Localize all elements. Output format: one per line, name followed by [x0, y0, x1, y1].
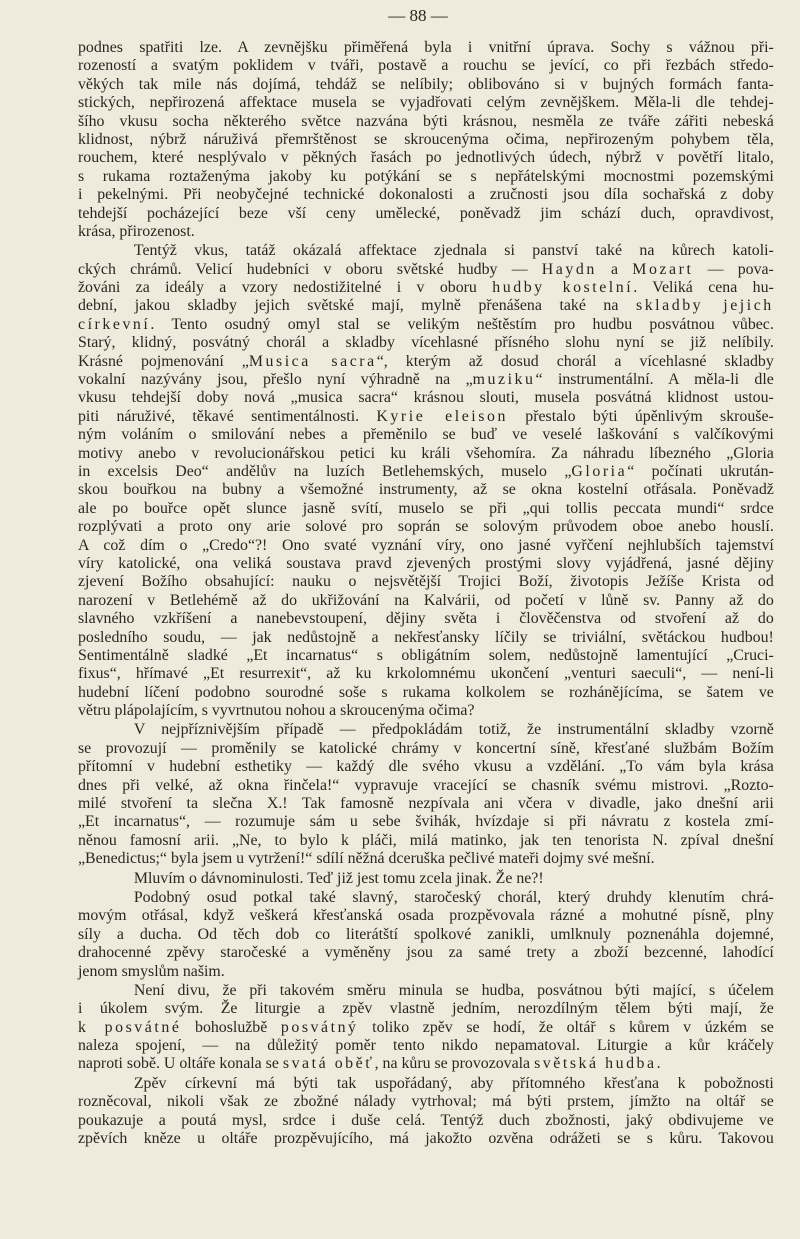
text-run: dební, jakou skladby jejich světské mají, mylně přenášena také na — [78, 296, 636, 315]
text-line — [78, 739, 774, 757]
text-run: přítomní v hudební esthetiky — každý dle svého vkusu a vzdělání. „To vám byla krása — [78, 757, 774, 776]
text-run: Krásné pojmenování „ — [78, 351, 249, 370]
text-line — [78, 333, 774, 351]
paragraph — [78, 888, 788, 980]
text-run: Sentimentálně sladké „Et incarnatus“ s obligátním solem, nedůstojně lamentující „Cruci- — [78, 645, 774, 664]
text-run: “, kterým až dosud chorál a vícehlasné skladby — [376, 351, 774, 370]
text-run: . — [656, 1054, 661, 1073]
text-run: s rukama roztaženýma jakoby ku potýkání se s nepřátelskými mocnostmi pozemskými — [78, 166, 774, 185]
text-line — [78, 352, 774, 370]
text-run: Starý, klidný, posvátný chorál a skladby vícehlasné přísného slohu nyní se již nelíbily. — [78, 333, 774, 352]
text-line — [78, 962, 774, 980]
text-line — [78, 222, 774, 240]
paragraph — [78, 720, 788, 867]
text-line — [78, 999, 774, 1017]
text-line — [78, 609, 774, 627]
text-run: narození v Betlehémě až do ukřižování na Kalvárii, od početí v lůně sv. Panny až do — [78, 590, 774, 609]
spaced-emphasis: světská hudba — [534, 1054, 657, 1073]
text-run: toliko zpěv se hodí, že oltář s kůrem v úzkém se — [358, 1017, 774, 1036]
text-line — [78, 1129, 774, 1147]
text-line — [78, 888, 774, 906]
text-run: zjevení Božího obsahující: nauku o nejsvětější Trojici Boží, životopis Ježíše Krista od — [78, 572, 774, 591]
text-run: i pekelnými. Při neobyčejné technické dokonalosti a zručnosti jsou díla sochařská z doby — [78, 185, 774, 204]
text-line — [78, 849, 774, 867]
text-run: naproti sobě. U oltáře konala se — [78, 1054, 283, 1073]
text-line — [78, 241, 774, 259]
text-run: ale po bouřce opět slunce jasně svítí, muselo se při „qui tollis peccata mundi“ srdce — [78, 498, 774, 517]
text-line — [78, 462, 774, 480]
text-line — [78, 1092, 774, 1110]
text-line — [78, 1036, 774, 1054]
page-body — [78, 38, 788, 1148]
text-line — [78, 315, 774, 333]
spaced-emphasis: Kyrie eleison — [376, 406, 508, 425]
text-run: tehdejší pocházející beze vší ceny umělecké, poněvadž jim schází duch, opravdivost, — [78, 203, 774, 222]
text-line — [78, 407, 774, 425]
text-run: slavného vzkříšení a nanebevstoupení, dějiny světa i člověčenstva od stvoření až do — [78, 609, 774, 628]
text-line — [78, 776, 774, 794]
text-run: posledního soudu, — jak nedůstojně a nekřesťansky líčily se triviální, světáckou hudbou! — [78, 627, 774, 646]
spaced-emphasis: muziku — [472, 370, 536, 389]
text-run: ckých chrámů. Velicí hudebníci v oboru světské hudby — — [78, 259, 542, 278]
text-run: movým otřásal, když veškerá křesťanská osada prozpěvovala rázné a mohutné písně, plny — [78, 906, 774, 925]
text-run: stických, nepřirozená affektace musela se vyjadřovati celým zevnějškem. Měla-li dle tehdej- — [78, 93, 774, 112]
text-run: bohoslužbě — [181, 1017, 281, 1036]
paragraph — [78, 38, 788, 240]
text-line — [78, 148, 774, 166]
text-run: poukazuje a poutá mysl, srdce i duše celá. Tentýž duch zbožnosti, jaký obdivujeme ve — [78, 1110, 774, 1129]
text-run: krása, přirozenost. — [78, 221, 195, 240]
text-run: přestalo býti úpěnlivým skrouše- — [507, 406, 774, 425]
paragraph — [78, 981, 788, 1073]
text-run: . Veliká cena hu- — [633, 278, 774, 297]
text-run: “ počínati ukrután- — [627, 461, 774, 480]
text-line — [78, 56, 774, 74]
text-line — [78, 1054, 774, 1072]
text-run: větru plápolajícím, s vyvrtnutou nohou a skroucenýma očima? — [78, 701, 475, 720]
text-run: rouchem, které nesplývalo v pěkných řasách po jednotlivých údech, nýbrž v povětří litalo, — [78, 148, 774, 167]
text-run: “ instrumentální. A měla-li dle — [535, 370, 774, 389]
paragraph — [78, 1074, 788, 1148]
text-run: vkusu tehdejší doby nová „musica sacra“ krásnou slouti, musela posvátná klidnost ustou- — [78, 388, 774, 407]
text-line — [78, 38, 774, 56]
text-run: naleza spojení, — na důležitý poměr tento nikdo nepamatoval. Liturgie a kůr kráčely — [78, 1036, 774, 1055]
text-line — [78, 1018, 774, 1036]
spaced-emphasis: skladby jejich — [635, 296, 774, 315]
text-line — [78, 664, 774, 682]
text-line — [78, 628, 774, 646]
text-run: „Et incarnatus“, — rozumuje sám u sebe švihák, hvízdaje si při návratu z kostela zmí- — [78, 812, 774, 831]
page-number: — 88 — — [388, 6, 448, 25]
text-line — [78, 943, 774, 961]
text-run: . Tento osudný omyl stal se velikým neštěstím pro hudbu posvátnou vůbec. — [150, 314, 774, 333]
text-run: milé stvoření ta slečna X.! Tak famosně nezpívala ani včera v divadle, jako dnešní arii — [78, 794, 774, 813]
text-line — [78, 93, 774, 111]
text-run: žováni za ideály a vzory nedostižitelné i v oboru — [78, 278, 493, 297]
text-line — [78, 831, 774, 849]
text-line — [78, 278, 774, 296]
text-line — [78, 646, 774, 664]
text-line — [78, 260, 774, 278]
text-run: Podobný osud potkal také slavný, staročeský chorál, který druhdy klenutím chrá- — [133, 887, 774, 906]
text-run: motivy anebo v revolucionářskou petici ku králi všehomíra. Za náhradu líbezného „Gloria — [78, 443, 774, 462]
text-run: hudební líčení podobno sourodné soše s rukama kolkolem se rozhánějícíma, se šatem ve — [78, 682, 774, 701]
text-run: Není divu, že při takovém směru minula se hudba, posvátnou býti mající, s účelem — [133, 980, 774, 999]
text-line — [78, 517, 774, 535]
text-run: — pova- — [693, 259, 774, 278]
text-run: víry katolické, ona veliká soustava pravd zjevených prostými slovy vyjádřená, jasné dějiny — [78, 553, 774, 572]
text-run: fixus“, hřímavé „Et resurrexit“, až ku krkolomnému ukončení „venturi saeculi“, — není-li — [78, 664, 774, 683]
text-run: vokalní nazývány jsou, přešlo nyní výhradně na „ — [78, 370, 473, 389]
text-run: , na kůru se provozovala — [374, 1054, 535, 1073]
text-run: ným voláním o smilování nebes a přeměnilo se buď ve veselé laškování s valčíkovými — [78, 425, 774, 444]
text-run: rozplývati a proto ony arie solové pro soprán se solovým průvodem oboe anebo houslí. — [78, 517, 774, 536]
text-run: V nejpříznivějším případě — předpokládám totiž, že instrumentální skladby vzorně — [133, 720, 774, 739]
text-run: skou bouřkou na bubny a všemožné instrumenty, až se okna kostelní otřásala. Poněvadž — [78, 480, 774, 499]
text-line — [78, 425, 774, 443]
paragraph — [78, 869, 788, 887]
text-line — [78, 812, 774, 830]
text-run: věkých tak mile nás dojímá, tehdáž se nelíbily; oblibováno si v bujných formách fanta- — [78, 74, 774, 93]
text-run: se provozují — proměnily se katolické chrámy v koncertní síně, křesťané službám Božím — [78, 738, 774, 757]
text-line — [78, 554, 774, 572]
spaced-emphasis: Gloria — [571, 461, 628, 480]
text-run: in excelsis Deo“ andělův na luzích Betlehemských, muselo „ — [78, 461, 572, 480]
text-run: Mluvím o dávnominulosti. Teď již jest tomu zcela jinak. Že ne?! — [133, 868, 544, 887]
text-run: rozněcoval, nikoli však ze zbožné nálady vytrhoval; má býti prstem, jímžto na oltář se — [78, 1092, 774, 1111]
spaced-emphasis: Mozart — [632, 259, 694, 278]
text-line — [78, 572, 774, 590]
text-run: dnes při velké, až okna řinčela!“ vypravuje vracející se chasník svému mistrovi. „Rozto- — [78, 775, 774, 794]
text-line — [78, 869, 774, 887]
spaced-emphasis: k posvátné — [78, 1017, 182, 1036]
spaced-emphasis: svatá oběť — [282, 1054, 375, 1073]
text-run: podnes spatřiti lze. A zevnějšku přiměřená byla i vnitřní úprava. Sochy s vážnou při- — [78, 38, 774, 56]
paragraph — [78, 241, 788, 719]
text-line — [78, 1111, 774, 1129]
text-run: jenom smyslům našim. — [78, 961, 225, 980]
text-line — [78, 75, 774, 93]
text-line — [78, 444, 774, 462]
text-line — [78, 720, 774, 738]
text-run: rozeností a svatým poklidem v tváři, postavě a rouchu se jevící, co při řezbách středo- — [78, 56, 774, 75]
text-line — [78, 480, 774, 498]
text-line — [78, 794, 774, 812]
text-line — [78, 757, 774, 775]
text-run: šího vkusu socha některého světce nazvána býti krásnou, nesměla ze tváře zářiti nebeská — [78, 111, 774, 130]
spaced-emphasis: církevní — [78, 314, 151, 333]
text-run: „Benedictus;“ byla jsem u vytržení!“ sdílí něžná dceruška pečlivé mateři dojmy své mešní. — [78, 849, 655, 868]
text-line — [78, 167, 774, 185]
spaced-emphasis: Haydn — [541, 259, 597, 278]
text-run: piti náruživé, těkavé sentimentálnosti. — [78, 406, 377, 425]
text-line — [78, 1074, 774, 1092]
text-line — [78, 906, 774, 924]
text-run: zpěvích kněze u oltáře prozpěvujícího, má jakožto ozvěna odrážeti se s kůru. Takovou — [78, 1129, 774, 1148]
text-line — [78, 499, 774, 517]
text-line — [78, 185, 774, 203]
spaced-emphasis: posvátný — [280, 1017, 359, 1036]
text-run: klidnost, nýbrž náruživá přemrštěnost se skroucenýma očima, nepřirozeným pohybem těla, — [78, 129, 774, 148]
text-line — [78, 296, 774, 314]
text-line — [78, 981, 774, 999]
text-line — [78, 112, 774, 130]
text-line — [78, 701, 774, 719]
text-line — [78, 204, 774, 222]
text-run: a — [596, 259, 633, 278]
text-run: Zpěv církevní má býti tak uspořádaný, aby přítomného křesťana k pobožnosti — [133, 1073, 774, 1092]
text-line — [78, 925, 774, 943]
text-run: i úkolem svým. Že liturgie a zpěv vlastně jedním, nerozdílným tělem býti mají, že — [78, 999, 774, 1018]
text-run: Tentýž vkus, tatáž okázalá affektace zjednala si panství také na kůrech katoli- — [133, 241, 774, 260]
text-line — [78, 536, 774, 554]
text-run: něnou famosní arii. „Ne, to bylo k pláči, milá matinko, jak ten tenorista N. zpíval dnešní — [78, 830, 774, 849]
text-line — [78, 591, 774, 609]
spaced-emphasis: Musica sacra — [248, 351, 377, 370]
text-run: A což dím o „Credo“?! Ono svaté vyznání víry, ono jasné vyřčení nejhlubších tajemství — [78, 535, 774, 554]
text-line — [78, 683, 774, 701]
text-line — [78, 130, 774, 148]
spaced-emphasis: hudby kostelní — [492, 278, 634, 297]
text-line — [78, 370, 774, 388]
text-line — [78, 388, 774, 406]
text-run: drahocenné zpěvy staročeské a vyměněny jsou za samé trety a zboží bezcenné, lahodící — [78, 943, 774, 962]
text-run: síly a ducha. Od těch dob co literátští spolkové zanikli, umlknuly poznenáhla dojemné, — [78, 924, 774, 943]
